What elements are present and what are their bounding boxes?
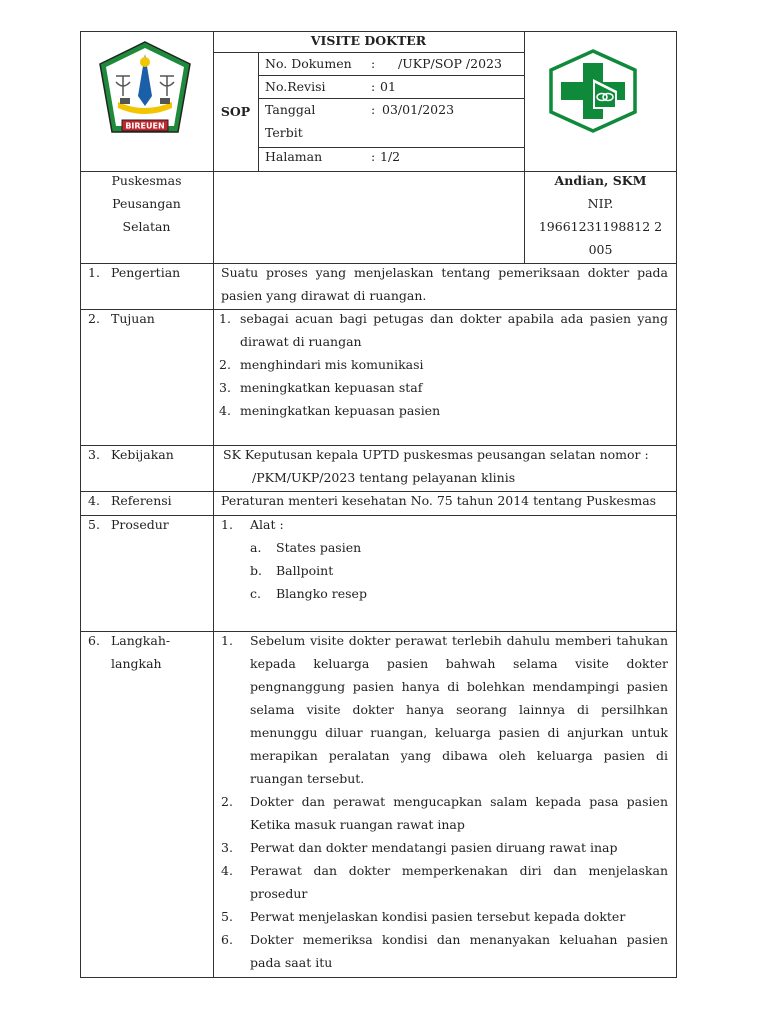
field-label: Terbit xyxy=(265,125,303,140)
list-number: 3. xyxy=(221,840,233,855)
nip-value: 19661231198812 2 xyxy=(538,219,663,234)
org-name-line: Selatan xyxy=(122,219,171,234)
sublist-item: Blangko resep xyxy=(276,586,367,601)
sublist-letter: c. xyxy=(250,586,261,601)
divider xyxy=(80,515,677,516)
field-value: 01 xyxy=(380,79,396,94)
section-label: Langkah- xyxy=(111,633,171,648)
section-text: Suatu proses yang menjelaskan tentang pemeriksaan dokter pada xyxy=(221,265,668,280)
sublist-item: Ballpoint xyxy=(276,563,334,578)
section-text: SK Keputusan kepala UPTD puskesmas peusangan selatan nomor : xyxy=(223,447,649,462)
list-item: meningkatkan kepuasan pasien xyxy=(240,403,441,418)
sublist-letter: b. xyxy=(250,563,262,578)
section-number: 2. xyxy=(88,311,100,326)
divider xyxy=(213,263,214,978)
field-sep: : xyxy=(371,79,376,94)
section-label: Tujuan xyxy=(111,311,155,326)
list-item: Sebelum visite dokter perawat terlebih dahulu memberi tahukan xyxy=(250,633,668,648)
list-number: 3. xyxy=(219,380,231,395)
section-label: Referensi xyxy=(111,493,172,508)
list-item: selama visite dokter hanya seorang lainnya di persilhkan xyxy=(250,702,668,717)
sop-label: SOP xyxy=(220,104,251,119)
list-item: merapikan peralatan yang dibawa oleh keluarga pasien di xyxy=(250,748,668,763)
section-number: 1. xyxy=(88,265,100,280)
field-sep: : xyxy=(371,56,376,71)
section-number: 5. xyxy=(88,517,100,532)
list-number: 1. xyxy=(221,517,233,532)
sublist-letter: a. xyxy=(250,540,262,555)
list-item: pada saat itu xyxy=(250,955,333,970)
document-title: VISITE DOKTER xyxy=(310,33,427,48)
org-name-line: Peusangan xyxy=(112,196,181,211)
list-number: 2. xyxy=(221,794,233,809)
logo-text: BIREUEN xyxy=(125,121,165,131)
section-text: Peraturan menteri kesehatan No. 75 tahun 2014 tentang Puskesmas xyxy=(221,493,657,508)
field-value: 03/01/2023 xyxy=(382,102,455,117)
list-item: Perwat dan dokter mendatangi pasien diruang rawat inap xyxy=(250,840,618,855)
list-item: pengnanggung pasien hanya di bolehkan mendampingi pasien xyxy=(250,679,668,694)
org-name-line: Puskesmas xyxy=(111,173,182,188)
list-item: Ketika masuk ruangan rawat inap xyxy=(250,817,465,832)
table-border-bottom xyxy=(80,977,677,978)
list-item: prosedur xyxy=(250,886,308,901)
list-number: 4. xyxy=(221,863,233,878)
list-item: menghindari mis komunikasi xyxy=(240,357,424,372)
section-label: langkah xyxy=(111,656,162,671)
section-number: 4. xyxy=(88,493,100,508)
table-border-right xyxy=(676,31,677,978)
nip-value: 005 xyxy=(588,242,613,257)
field-sep: : xyxy=(371,149,376,164)
list-number: 2. xyxy=(219,357,231,372)
field-value: 1/2 xyxy=(380,149,401,164)
list-item: Dokter dan perawat mengucapkan salam kepada pasa pasien xyxy=(250,794,668,809)
divider xyxy=(213,31,214,263)
section-number: 6. xyxy=(88,633,100,648)
list-number: 4. xyxy=(219,403,231,418)
list-item: Dokter memeriksa kondisi dan menanyakan keluahan pasien xyxy=(250,932,668,947)
section-label: Kebijakan xyxy=(111,447,174,462)
puskesmas-logo xyxy=(547,49,639,133)
field-label: No. Dokumen xyxy=(265,56,352,71)
list-item: Alat : xyxy=(250,517,284,532)
section-text: /PKM/UKP/2023 tentang pelayanan klinis xyxy=(252,470,516,485)
section-number: 3. xyxy=(88,447,100,462)
field-value: /UKP/SOP /2023 xyxy=(398,56,502,71)
list-item: Perawat dan dokter memperkenakan diri dan menjelaskan xyxy=(250,863,668,878)
list-number: 6. xyxy=(221,932,233,947)
section-text: pasien yang dirawat di ruangan. xyxy=(221,288,427,303)
field-label: No.Revisi xyxy=(265,79,326,94)
divider xyxy=(258,52,259,171)
list-number: 5. xyxy=(221,909,233,924)
field-sep: : xyxy=(371,102,376,117)
list-item: menunggu diluar ruangan, keluarga pasien di anjurkan untuk xyxy=(250,725,668,740)
list-item: meningkatkan kepuasan staf xyxy=(240,380,423,395)
sublist-item: States pasien xyxy=(276,540,362,555)
signer-name: Andian, SKM xyxy=(554,173,647,188)
list-number: 1. xyxy=(219,311,231,326)
list-item: sebagai acuan bagi petugas dan dokter apabila ada pasien yang xyxy=(240,311,668,326)
section-label: Pengertian xyxy=(111,265,181,280)
list-item: Perwat menjelaskan kondisi pasien tersebut kepada dokter xyxy=(250,909,626,924)
section-label: Prosedur xyxy=(111,517,169,532)
list-item: dirawat di ruangan xyxy=(240,334,362,349)
list-item: kepada keluarga pasien bahwah selama visite dokter xyxy=(250,656,668,671)
field-label: Halaman xyxy=(265,149,323,164)
bireuen-logo xyxy=(94,40,196,140)
nip-label: NIP. xyxy=(587,196,614,211)
field-label: Tanggal xyxy=(265,102,316,117)
list-number: 1. xyxy=(221,633,233,648)
list-item: ruangan tersebut. xyxy=(250,771,365,786)
